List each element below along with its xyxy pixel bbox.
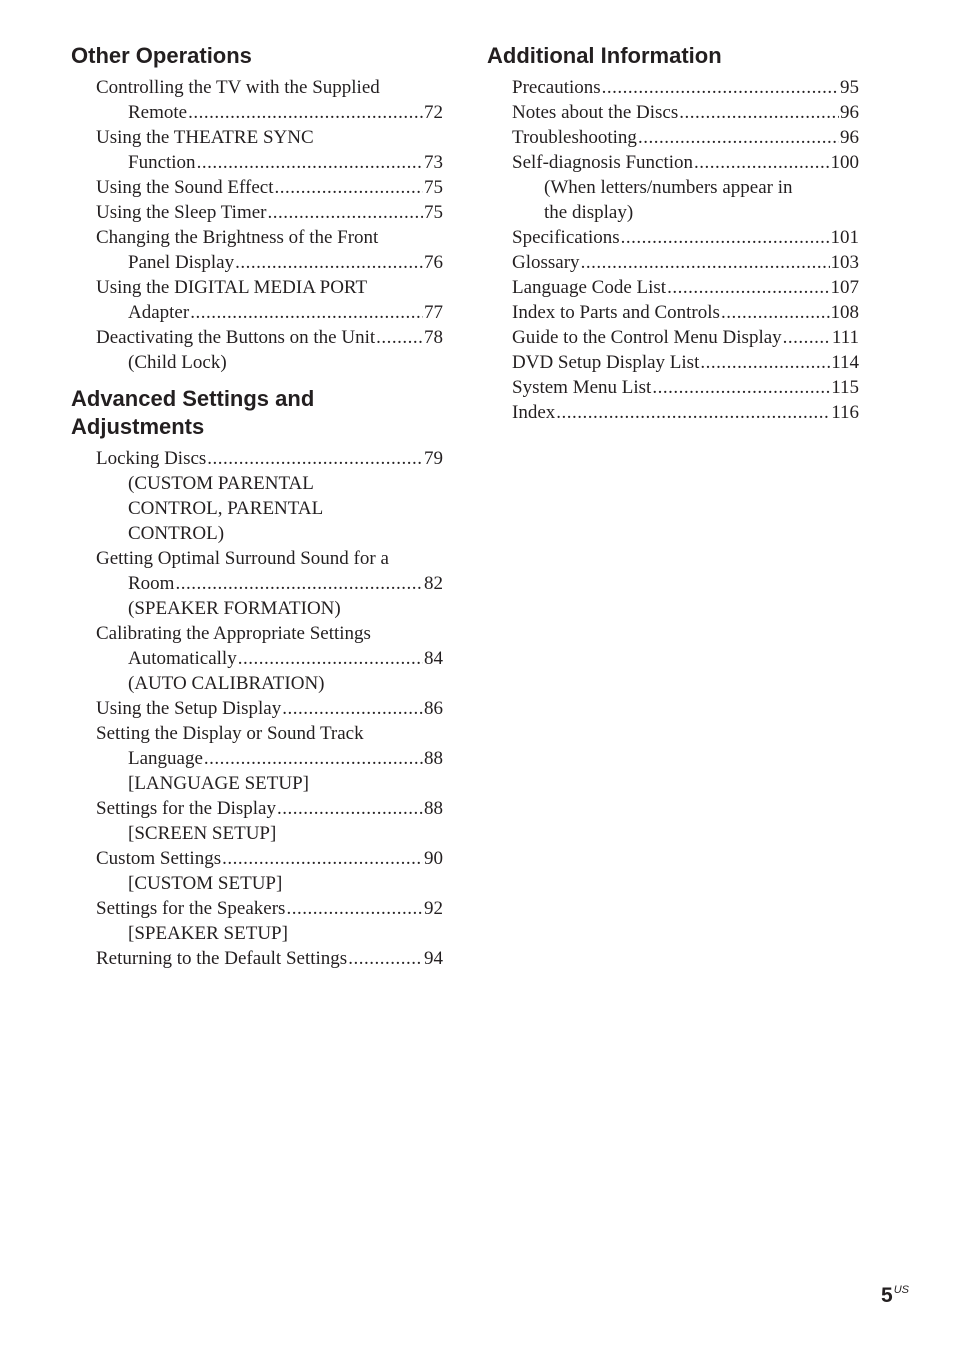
section-title-line1: Advanced Settings and (71, 386, 315, 411)
toc-entry[interactable] (71, 546, 443, 621)
toc-entry-page: 103 (830, 252, 859, 273)
toc-entry-title: Getting Optimal Surround Sound for a (96, 548, 389, 569)
page-number-suffix: US (893, 1284, 909, 1296)
toc-entry-title: Settings for the Display (96, 798, 276, 819)
page-number-value: 5 (881, 1284, 893, 1307)
dot-leader (175, 571, 423, 596)
toc-entry-page: 84 (424, 648, 443, 669)
toc-entry[interactable] (71, 446, 443, 546)
toc-entry-title: Index (512, 402, 556, 423)
dot-leader (207, 446, 423, 471)
dot-leader (277, 796, 423, 821)
toc-entry-title: Precautions (512, 77, 601, 98)
toc-entry-note: CONTROL, PARENTAL (128, 498, 324, 519)
toc-entry-note: the display) (544, 202, 634, 223)
dot-leader (556, 400, 830, 425)
toc-entry[interactable] (71, 721, 443, 796)
toc-entry-page: 96 (840, 127, 859, 148)
toc-entry-title: Custom Settings (96, 848, 222, 869)
toc-entry[interactable] (487, 275, 859, 300)
dot-leader (602, 75, 839, 100)
toc-entry-page: 78 (424, 327, 443, 348)
toc-entry[interactable] (487, 225, 859, 250)
toc-entry-title-cont: Language (128, 748, 203, 769)
dot-leader (679, 100, 839, 125)
toc-entry-page: 107 (830, 277, 859, 298)
dot-leader (694, 150, 829, 175)
toc-entry-title: Guide to the Control Menu Display (512, 327, 782, 348)
toc-entry[interactable] (487, 375, 859, 400)
toc-entry[interactable] (487, 325, 859, 350)
toc-entry-title-cont: Panel Display (128, 252, 235, 273)
toc-entry-title: Settings for the Speakers (96, 898, 286, 919)
toc-entry-note: CONTROL) (128, 523, 225, 544)
dot-leader (197, 150, 423, 175)
toc-entry[interactable] (487, 400, 859, 425)
toc-entry-title: Changing the Brightness of the Front (96, 227, 379, 248)
dot-leader (235, 250, 423, 275)
toc-entry-note: [SCREEN SETUP] (128, 823, 277, 844)
toc-entry-title: Deactivating the Buttons on the Unit (96, 327, 376, 348)
toc-entry[interactable] (71, 225, 443, 275)
toc-right-column (487, 42, 859, 425)
toc-entry-title-cont: Automatically (128, 648, 237, 669)
dot-leader (667, 275, 829, 300)
dot-leader (282, 696, 423, 721)
toc-entry[interactable] (71, 75, 443, 125)
toc-entry-title-cont: Room (128, 573, 175, 594)
toc-list-additional-information (487, 75, 859, 425)
toc-entry[interactable] (487, 250, 859, 275)
toc-entry-page: 114 (831, 352, 859, 373)
toc-entry[interactable] (487, 125, 859, 150)
toc-entry-note: [SPEAKER SETUP] (128, 923, 288, 944)
toc-entry-title: Self-diagnosis Function (512, 152, 694, 173)
toc-left-column (71, 42, 443, 971)
toc-entry-title: Setting the Display or Sound Track (96, 723, 364, 744)
toc-entry-page: 101 (830, 227, 859, 248)
toc-entry-title-cont: Function (128, 152, 196, 173)
toc-entry-title: Index to Parts and Controls (512, 302, 720, 323)
page-number (881, 1284, 909, 1308)
toc-entry-title: System Menu List (512, 377, 652, 398)
dot-leader (581, 250, 830, 275)
toc-entry-title: Locking Discs (96, 448, 207, 469)
toc-entry-title: Using the THEATRE SYNC (96, 127, 314, 148)
toc-entry[interactable] (71, 696, 443, 721)
dot-leader (267, 200, 423, 225)
dot-leader (376, 325, 423, 350)
section-title-other-operations: Other Operations (71, 43, 252, 68)
toc-entry-title: Specifications (512, 227, 620, 248)
toc-entry-title: Glossary (512, 252, 580, 273)
toc-entry-page: 72 (424, 102, 443, 123)
toc-entry-title: Notes about the Discs (512, 102, 679, 123)
toc-entry[interactable] (71, 200, 443, 225)
dot-leader (652, 375, 830, 400)
toc-entry[interactable] (487, 100, 859, 125)
toc-entry-page: 77 (424, 302, 443, 323)
toc-entry-page: 86 (424, 698, 443, 719)
toc-entry-page: 115 (831, 377, 859, 398)
toc-entry-page: 88 (424, 748, 443, 769)
dot-leader (621, 225, 830, 250)
toc-entry-page: 90 (424, 848, 443, 869)
toc-entry-page: 76 (424, 252, 443, 273)
dot-leader (222, 846, 423, 871)
toc-entry-title: Returning to the Default Settings (96, 948, 348, 969)
toc-entry-page: 75 (424, 177, 443, 198)
toc-entry-page: 75 (424, 202, 443, 223)
toc-entry-title-cont: Adapter (128, 302, 190, 323)
toc-entry[interactable] (71, 796, 443, 846)
toc-entry[interactable] (487, 350, 859, 375)
dot-leader (700, 350, 830, 375)
toc-entry-page: 88 (424, 798, 443, 819)
toc-entry-title: Calibrating the Appropriate Settings (96, 623, 371, 644)
section-title-additional-information: Additional Information (487, 43, 722, 68)
toc-entry-title: Using the Sleep Timer (96, 202, 267, 223)
toc-entry-note: (AUTO CALIBRATION) (128, 673, 325, 694)
toc-entry-page: 94 (424, 948, 443, 969)
toc-entry[interactable] (71, 896, 443, 946)
dot-leader (638, 125, 839, 150)
toc-entry-note: (SPEAKER FORMATION) (128, 598, 341, 619)
dot-leader (783, 325, 831, 350)
toc-entry-title: Using the Sound Effect (96, 177, 274, 198)
toc-list-advanced-settings (71, 446, 443, 971)
toc-entry[interactable] (71, 846, 443, 896)
dot-leader (275, 175, 424, 200)
dot-leader (348, 946, 423, 971)
toc-entry[interactable] (71, 621, 443, 696)
dot-leader (204, 746, 423, 771)
toc-entry-page: 96 (840, 102, 859, 123)
dot-leader (188, 100, 423, 125)
toc-entry-note: (CUSTOM PARENTAL (128, 473, 314, 494)
dot-leader (190, 300, 423, 325)
toc-entry-page: 100 (830, 152, 859, 173)
toc-list-other-operations (71, 75, 443, 375)
toc-entry-note: [LANGUAGE SETUP] (128, 773, 310, 794)
toc-entry-page: 82 (424, 573, 443, 594)
toc-entry-title-cont: Remote (128, 102, 188, 123)
toc-entry-title: Using the DIGITAL MEDIA PORT (96, 277, 368, 298)
toc-entry[interactable] (71, 275, 443, 325)
toc-entry-title: DVD Setup Display List (512, 352, 700, 373)
section-title-line2: Adjustments (71, 414, 205, 439)
toc-entry-page: 116 (831, 402, 859, 423)
toc-entry-page: 95 (840, 77, 859, 98)
toc-entry-note: (Child Lock) (128, 352, 227, 373)
toc-entry[interactable] (71, 325, 443, 375)
toc-entry[interactable] (487, 300, 859, 325)
section-title-advanced-settings (71, 385, 443, 441)
toc-entry-title: Language Code List (512, 277, 667, 298)
toc-entry[interactable] (71, 175, 443, 200)
toc-entry-page: 108 (830, 302, 859, 323)
toc-entry[interactable] (487, 75, 859, 100)
toc-entry-page: 79 (424, 448, 443, 469)
dot-leader (721, 300, 830, 325)
toc-entry-page: 111 (831, 327, 859, 348)
toc-entry[interactable] (71, 125, 443, 175)
toc-entry-title: Troubleshooting (512, 127, 637, 148)
toc-entry-title: Controlling the TV with the Supplied (96, 77, 380, 98)
toc-entry[interactable] (71, 946, 443, 971)
toc-entry[interactable] (487, 150, 859, 225)
toc-entry-title: Using the Setup Display (96, 698, 282, 719)
toc-entry-note: (When letters/numbers appear in (544, 177, 793, 198)
dot-leader (286, 896, 423, 921)
dot-leader (238, 646, 423, 671)
toc-entry-page: 92 (424, 898, 443, 919)
toc-entry-page: 73 (424, 152, 443, 173)
toc-entry-note: [CUSTOM SETUP] (128, 873, 283, 894)
